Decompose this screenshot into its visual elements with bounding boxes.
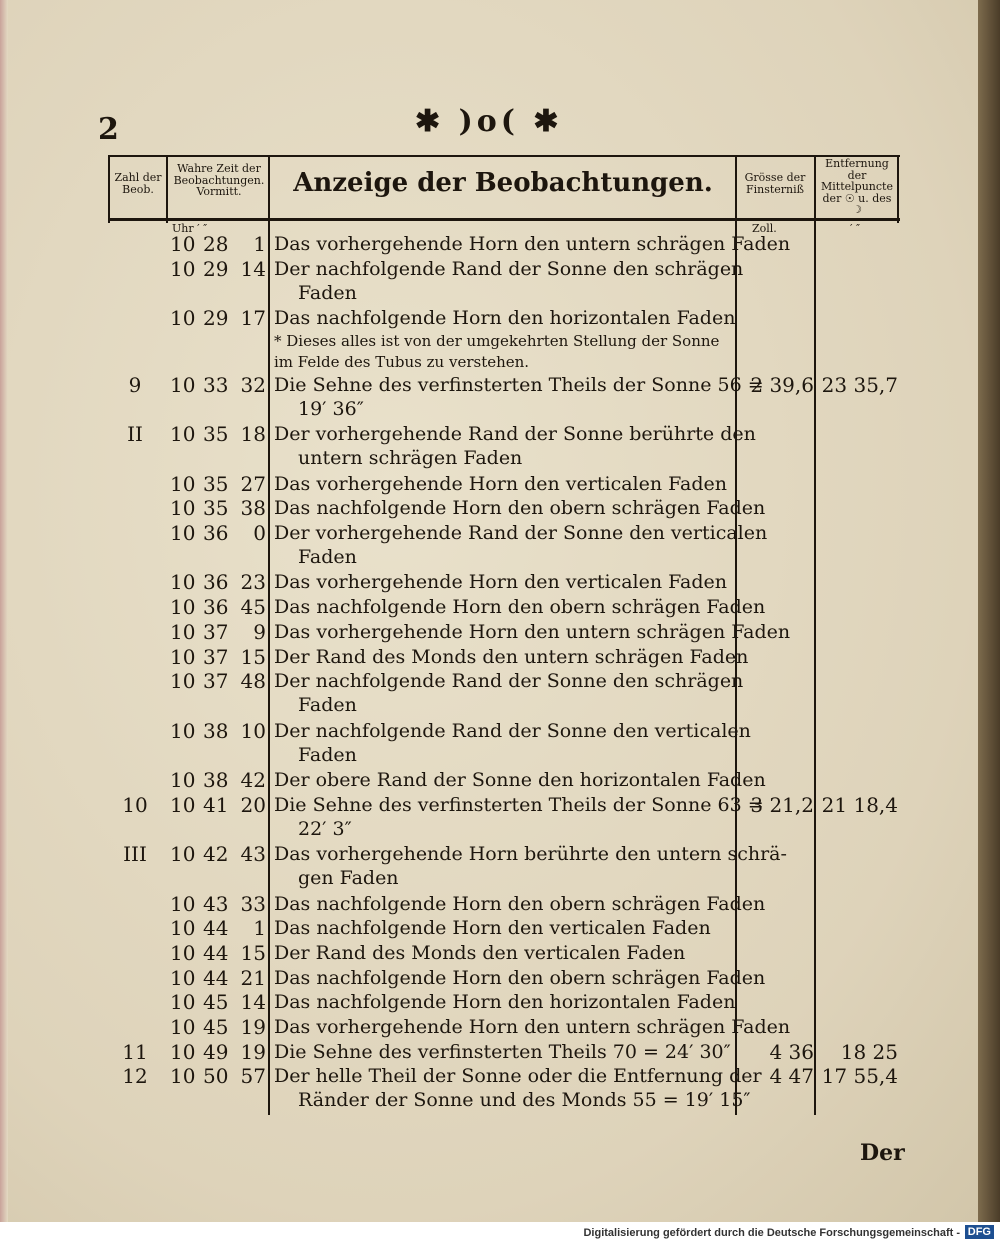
col-rule-right xyxy=(897,155,899,223)
header-true-time: Wahre Zeit der Beobachtungen. Vormitt. xyxy=(173,162,265,199)
observation-text xyxy=(274,1040,736,1064)
time-minute: 50 xyxy=(203,1064,229,1089)
time-second: 17 xyxy=(240,306,266,331)
time-hour: 10 xyxy=(170,232,196,256)
observation-text-line: Die Sehne des verfinsterten Theils der Sonne 63 = xyxy=(274,793,764,816)
col-rule-left xyxy=(108,155,110,223)
time-second: 19 xyxy=(240,1039,266,1064)
time-minute: 43 xyxy=(203,891,229,916)
time-hour: 10 xyxy=(170,619,196,644)
time-second: 32 xyxy=(240,372,266,397)
time-minute: 37 xyxy=(203,644,229,669)
digitization-credit: Digitalisierung gefördert durch die Deutsche Forschungsgemeinschaft - xyxy=(583,1227,960,1239)
time-minute: 29 xyxy=(203,306,229,331)
time-second: 20 xyxy=(240,792,266,817)
time-minute: 29 xyxy=(203,256,229,281)
observation-text xyxy=(274,941,736,965)
header-center-distance: Entfernung der Mittelpuncte der ☉ u. des ☽ xyxy=(821,157,893,217)
eclipse-size-value: 4 36 xyxy=(769,1039,814,1064)
observation-text-line: Der nachfolgende Rand der Sonne den schrägen xyxy=(274,257,744,280)
observation-text xyxy=(274,719,751,767)
observation-text-line: Ränder der Sonne und des Monds 55 = 19′ 15″ xyxy=(298,1089,751,1112)
observation-text-line: Der vorhergehende Rand der Sonne berührte den xyxy=(274,423,756,446)
col-rule-num-time xyxy=(166,155,168,223)
eclipse-size-value: 3 21,2 xyxy=(750,792,814,817)
observation-text xyxy=(274,620,791,644)
time-second: 1 xyxy=(253,916,266,941)
time-hour: 10 xyxy=(170,496,196,521)
time-minute: 44 xyxy=(203,916,229,941)
header-observations: Anzeige der Beobachtungen. xyxy=(293,168,713,198)
time-minute: 36 xyxy=(203,570,229,595)
observation-text xyxy=(274,990,736,1014)
time-minute: 37 xyxy=(203,669,229,694)
eclipse-size-value: 2 39,6 xyxy=(750,372,814,397)
observation-text xyxy=(274,595,766,619)
observation-text xyxy=(274,966,766,990)
time-hour: 10 xyxy=(170,644,196,669)
time-second: 15 xyxy=(240,644,266,669)
observation-text-line: Das nachfolgende Horn den obern schrägen Faden xyxy=(274,497,766,520)
table-top-rule xyxy=(108,155,900,157)
time-hour: 10 xyxy=(170,471,196,496)
time-hour: 10 xyxy=(170,570,196,595)
time-hour: 10 xyxy=(170,372,196,397)
dfg-logo: DFG xyxy=(965,1225,994,1239)
observation-number: 9 xyxy=(128,372,142,397)
observation-text-line: Das nachfolgende Horn den obern schrägen Faden xyxy=(274,966,766,989)
header-observation-number: Zahl der Beob. xyxy=(114,171,162,196)
time-hour: 10 xyxy=(170,521,196,545)
center-distance-value: 21 18,4 xyxy=(821,792,898,817)
time-second: 0 xyxy=(253,521,266,545)
observation-text-line: Der nachfolgende Rand der Sonne den schrägen xyxy=(274,670,744,693)
time-hour: 10 xyxy=(170,990,196,1015)
observation-number: II xyxy=(127,422,143,447)
observation-text xyxy=(274,645,749,669)
time-second: 1 xyxy=(253,232,266,256)
observation-text xyxy=(274,1015,791,1039)
time-second: 48 xyxy=(240,669,266,694)
observation-text-line: Faden xyxy=(298,546,357,568)
time-minute: 33 xyxy=(203,372,229,397)
observation-text-line: untern schrägen Faden xyxy=(298,447,523,470)
time-minute: 28 xyxy=(203,232,229,256)
col-rule-size-dist xyxy=(814,155,816,1115)
time-minute: 35 xyxy=(203,496,229,521)
observation-number: 11 xyxy=(122,1039,148,1064)
observation-text xyxy=(274,669,744,717)
time-hour: 10 xyxy=(170,842,196,867)
observation-text-line: Das nachfolgende Horn den horizontalen Faden xyxy=(274,307,736,330)
time-second: 21 xyxy=(240,965,266,990)
observation-text-line: Faden xyxy=(298,694,357,717)
observation-text-line: Der nachfolgende Rand der Sonne den verticalen xyxy=(274,719,751,742)
observation-text-line: Faden xyxy=(298,281,357,304)
center-distance-value: 23 35,7 xyxy=(821,372,898,397)
time-second: 14 xyxy=(240,256,266,281)
time-second: 45 xyxy=(240,595,266,620)
unit-time: Uhr ′ ″ xyxy=(172,222,208,235)
observation-text-line: Der Rand des Monds den untern schrägen Faden xyxy=(274,645,749,668)
header-bottom-rule xyxy=(108,218,900,221)
time-second: 18 xyxy=(240,422,266,447)
unit-dist: ′ ″ xyxy=(850,222,861,235)
time-second: 19 xyxy=(240,1015,266,1039)
time-hour: 10 xyxy=(170,768,196,792)
observation-text xyxy=(274,496,766,520)
observation-number: 10 xyxy=(122,792,148,817)
time-minute: 45 xyxy=(203,990,229,1015)
observation-text-line: Das vorhergehende Horn den untern schrägen Faden xyxy=(274,620,791,643)
observation-text-line: 19′ 36″ xyxy=(298,397,364,420)
time-hour: 10 xyxy=(170,940,196,965)
observation-text-line: Die Sehne des verfinsterten Theils 70 = 24′ 30″ xyxy=(274,1040,731,1063)
observation-text xyxy=(274,422,756,470)
time-hour: 10 xyxy=(170,916,196,941)
time-second: 10 xyxy=(240,718,266,743)
observation-text xyxy=(274,793,764,841)
time-minute: 36 xyxy=(203,595,229,620)
observation-text xyxy=(274,373,764,421)
observation-text-line: Der helle Theil der Sonne oder die Entfernung der xyxy=(274,1065,762,1088)
time-minute: 38 xyxy=(203,718,229,743)
time-hour: 10 xyxy=(170,256,196,281)
time-second: 14 xyxy=(240,990,266,1015)
observation-text-line: gen Faden xyxy=(298,867,399,890)
book-spine-edge xyxy=(978,0,1000,1222)
time-second: 27 xyxy=(240,471,266,496)
observation-text xyxy=(274,768,766,792)
observation-text xyxy=(274,570,736,594)
observation-text-line: Das nachfolgende Horn den horizontalen Faden xyxy=(274,991,736,1014)
running-head-ornament: ✱ )o( ✱ xyxy=(415,104,563,139)
observation-text-line: Das vorhergehende Horn den untern schrägen Faden xyxy=(274,233,791,255)
observation-text-line: Die Sehne des verfinsterten Theils der Sonne 56 = xyxy=(274,373,764,396)
time-second: 42 xyxy=(240,768,266,792)
unit-size: Zoll. xyxy=(752,222,777,235)
time-minute: 42 xyxy=(203,842,229,867)
observation-text-line: Der Rand des Monds den verticalen Faden xyxy=(274,941,686,964)
time-second: 23 xyxy=(240,570,266,595)
observation-text xyxy=(274,1064,762,1112)
observation-text xyxy=(274,472,736,496)
catchword: Der xyxy=(860,1140,905,1166)
observation-number: III xyxy=(123,842,147,867)
time-second: 57 xyxy=(240,1064,266,1089)
observation-text-line: Das vorhergehende Horn den verticalen Faden xyxy=(274,472,727,495)
observation-text-line: * Dieses alles ist von der umgekehrten Stellung der Sonne xyxy=(274,331,720,350)
observation-text-line: Das vorhergehende Horn den untern schrägen Faden xyxy=(274,1016,791,1038)
eclipse-size-value: 4 47 xyxy=(769,1064,814,1089)
observation-text-line: Das nachfolgende Horn den verticalen Faden xyxy=(274,917,711,940)
observation-text xyxy=(274,331,736,373)
time-hour: 10 xyxy=(170,1064,196,1089)
time-hour: 10 xyxy=(170,422,196,447)
time-minute: 45 xyxy=(203,1015,229,1039)
time-hour: 10 xyxy=(170,306,196,331)
time-minute: 44 xyxy=(203,940,229,965)
time-hour: 10 xyxy=(170,718,196,743)
time-second: 9 xyxy=(253,619,266,644)
time-second: 33 xyxy=(240,891,266,916)
time-hour: 10 xyxy=(170,1015,196,1039)
observation-text-line: Der obere Rand der Sonne den horizontalen Faden xyxy=(274,769,766,791)
observation-text-line: 22′ 3″ xyxy=(298,817,352,840)
time-hour: 10 xyxy=(170,965,196,990)
observation-number: 12 xyxy=(122,1064,148,1089)
observation-text xyxy=(274,232,791,256)
observation-text xyxy=(274,257,744,305)
time-minute: 37 xyxy=(203,619,229,644)
header-eclipse-size: Grösse der Finsterniß xyxy=(744,171,806,196)
observation-text-line: Das nachfolgende Horn den obern schrägen Faden xyxy=(274,892,766,915)
center-distance-value: 18 25 xyxy=(840,1039,898,1064)
observation-text-line: im Felde des Tubus zu verstehen. xyxy=(274,352,530,371)
observation-text-line: Faden xyxy=(298,743,357,766)
time-minute: 49 xyxy=(203,1039,229,1064)
time-hour: 10 xyxy=(170,669,196,694)
observation-text-line: Das vorhergehende Horn berührte den untern schrä- xyxy=(274,843,787,866)
observation-text xyxy=(274,842,787,890)
time-hour: 10 xyxy=(170,891,196,916)
time-hour: 10 xyxy=(170,792,196,817)
col-rule-time-text xyxy=(268,155,270,1115)
time-hour: 10 xyxy=(170,1039,196,1064)
page-number: 2 xyxy=(98,112,119,147)
observation-text xyxy=(274,916,736,940)
time-second: 15 xyxy=(240,940,266,965)
time-second: 43 xyxy=(240,842,266,867)
observation-text xyxy=(274,306,736,330)
observation-text xyxy=(274,892,766,916)
center-distance-value: 17 55,4 xyxy=(821,1064,898,1089)
observation-text-line: Das vorhergehende Horn den verticalen Faden xyxy=(274,571,727,594)
time-hour: 10 xyxy=(170,595,196,620)
time-minute: 36 xyxy=(203,521,229,545)
page-left-edge xyxy=(0,0,8,1222)
time-minute: 35 xyxy=(203,422,229,447)
observation-text-line: Der vorhergehende Rand der Sonne den verticalen xyxy=(274,522,768,544)
time-second: 38 xyxy=(240,496,266,521)
time-minute: 44 xyxy=(203,965,229,990)
time-minute: 35 xyxy=(203,471,229,496)
observation-text-line: Das nachfolgende Horn den obern schrägen Faden xyxy=(274,596,766,619)
observation-text xyxy=(274,521,768,569)
time-minute: 38 xyxy=(203,768,229,792)
time-minute: 41 xyxy=(203,792,229,817)
